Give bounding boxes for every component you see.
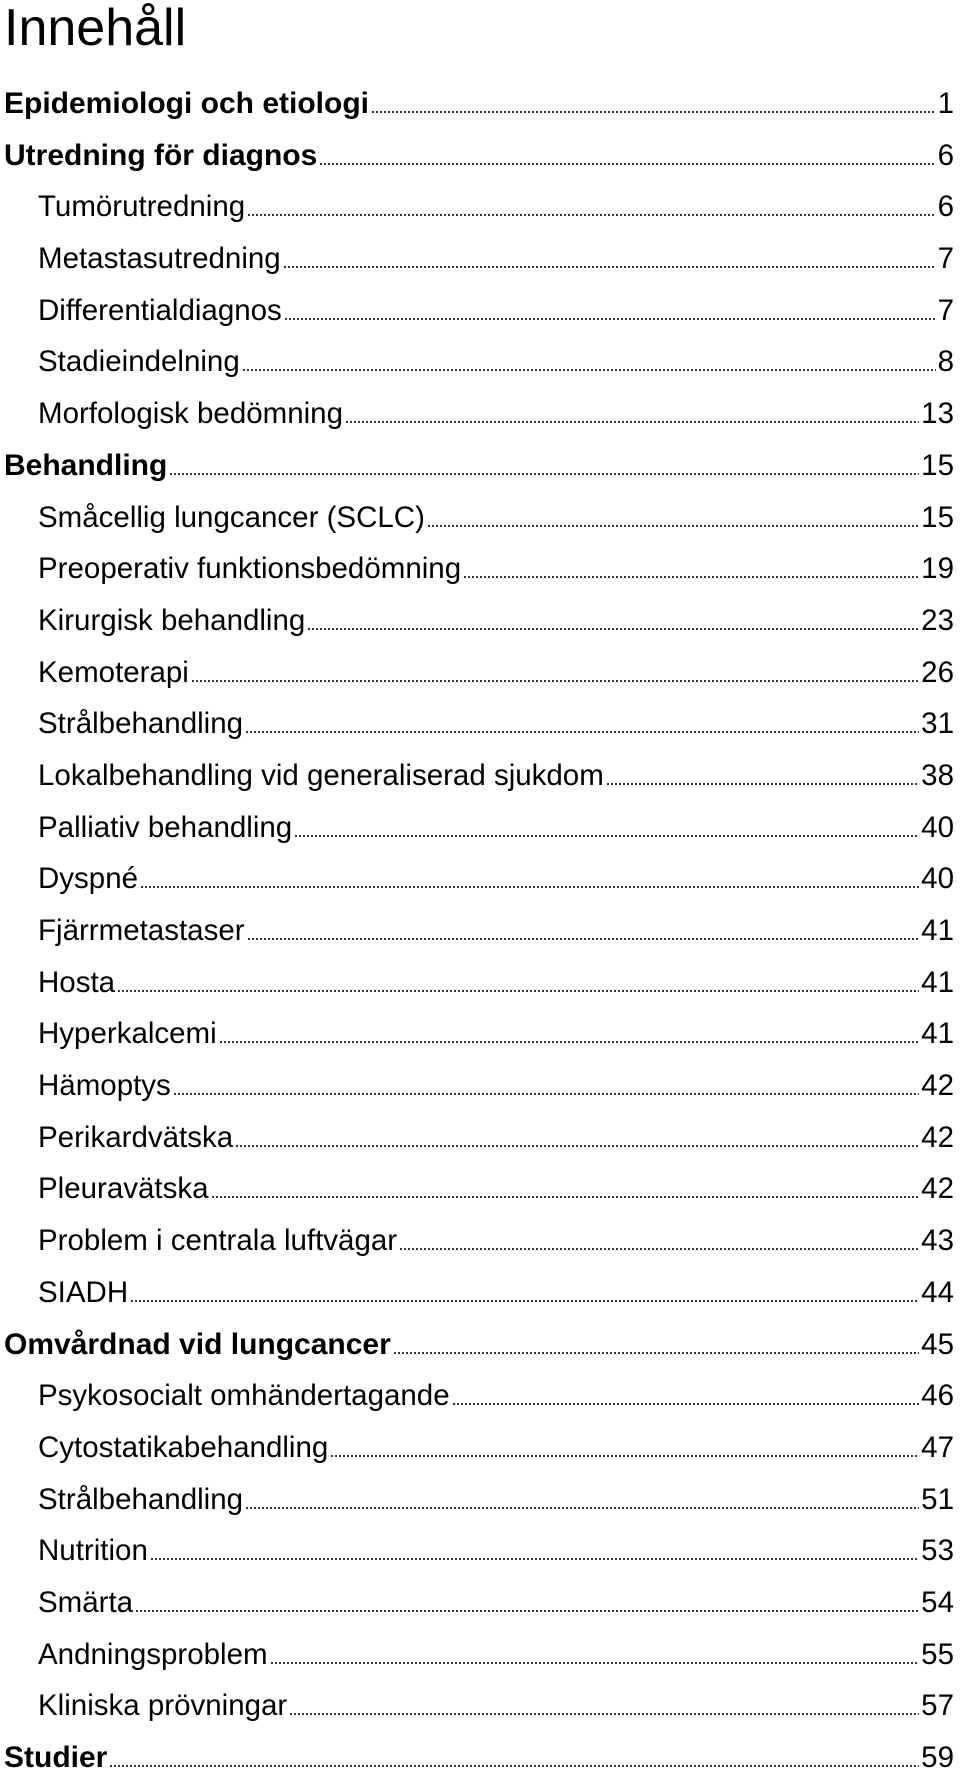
toc-entry-page-number: 23: [921, 603, 954, 637]
toc-entry-page-number: 15: [921, 448, 954, 482]
dot-leader: [283, 266, 936, 268]
dot-leader: [427, 525, 919, 527]
toc-entry-page-number: 7: [937, 293, 954, 327]
dot-leader: [247, 214, 935, 216]
dot-leader: [289, 1713, 919, 1715]
toc-entry[interactable]: [0, 802, 960, 854]
dot-leader: [371, 111, 936, 113]
toc-entry-page-number: 40: [921, 810, 954, 844]
toc-entry-page-number: 41: [921, 965, 954, 999]
dot-leader: [135, 1610, 919, 1612]
toc-entry[interactable]: [0, 233, 960, 285]
toc-entry-label: Nutrition: [38, 1534, 148, 1568]
toc-entry-label: Strålbehandling: [38, 1482, 244, 1516]
toc-entry[interactable]: [0, 1060, 960, 1112]
dot-leader: [235, 1145, 919, 1147]
toc-entry[interactable]: [0, 1319, 960, 1371]
toc-entry-page-number: 51: [921, 1482, 954, 1516]
toc-entry-page-number: 42: [921, 1172, 954, 1206]
dot-leader: [463, 576, 919, 578]
dot-leader: [242, 369, 936, 371]
toc-entry[interactable]: [0, 698, 960, 750]
toc-entry-label: Omvårdnad vid lungcancer: [4, 1327, 391, 1361]
toc-entry-page-number: 15: [921, 500, 954, 534]
dot-leader: [284, 318, 936, 320]
dot-leader: [270, 1662, 920, 1664]
toc-entry-label: Palliativ behandling: [38, 810, 293, 844]
dot-leader: [399, 1248, 919, 1250]
toc-entry-label: Morfologisk bedömning: [38, 397, 343, 431]
dot-leader: [307, 628, 919, 630]
dot-leader: [606, 783, 919, 785]
toc-entry-page-number: 41: [921, 914, 954, 947]
toc-entry-label: Pleuravätska: [38, 1172, 209, 1206]
toc-entry-page-number: 57: [921, 1689, 954, 1723]
toc-entry-label: Problem i centrala luftvägar: [38, 1224, 398, 1258]
toc-entry-page-number: 40: [921, 862, 954, 896]
toc-entry[interactable]: [0, 595, 960, 647]
toc-entry-page-number: 47: [921, 1430, 954, 1464]
toc-entry-page-number: 59: [921, 1741, 954, 1774]
dot-leader: [247, 938, 920, 940]
toc-entry-page-number: 19: [921, 552, 954, 586]
page-title: Innehåll: [4, 0, 187, 57]
toc-entry-label: Psykosocialt omhändertagande: [38, 1379, 450, 1413]
toc-entry-page-number: 1: [937, 87, 954, 120]
toc-entry-label: Hosta: [38, 965, 116, 999]
dot-leader: [245, 731, 919, 733]
dot-leader: [345, 421, 919, 423]
dot-leader: [219, 1041, 919, 1043]
toc-entry-label: Cytostatikabehandling: [38, 1430, 329, 1464]
toc-entry[interactable]: [0, 1732, 960, 1784]
toc-entry[interactable]: [0, 336, 960, 388]
toc-entry[interactable]: [0, 130, 960, 182]
toc-entry[interactable]: [0, 1680, 960, 1732]
toc-entry-page-number: 7: [937, 242, 954, 276]
toc-entry-label: Perikardvätska: [38, 1120, 234, 1154]
dot-leader: [294, 835, 919, 837]
table-of-contents: [0, 78, 960, 1784]
toc-entry-label: Kirurgisk behandling: [38, 603, 306, 637]
toc-entry-label: Behandling: [4, 448, 168, 482]
toc-entry[interactable]: [0, 1629, 960, 1681]
toc-entry[interactable]: [0, 1422, 960, 1474]
toc-entry-label: Epidemiologi och etiologi: [4, 87, 369, 120]
dot-leader: [452, 1403, 920, 1405]
toc-entry[interactable]: [0, 1163, 960, 1215]
toc-entry-page-number: 55: [921, 1637, 954, 1671]
toc-entry[interactable]: [0, 750, 960, 802]
toc-entry-label: Kemoterapi: [38, 655, 189, 689]
toc-entry-label: Småcellig lungcancer (SCLC): [38, 500, 425, 534]
toc-entry-page-number: 38: [921, 758, 954, 792]
toc-entry-label: Fjärrmetastaser: [38, 914, 245, 947]
toc-entry[interactable]: [0, 853, 960, 905]
toc-entry-page-number: 42: [921, 1069, 954, 1103]
toc-entry-label: Differentialdiagnos: [38, 293, 282, 327]
dot-leader: [173, 1093, 919, 1095]
toc-entry-label: Studier: [4, 1741, 108, 1774]
toc-entry[interactable]: [0, 1370, 960, 1422]
toc-entry-label: Lokalbehandling vid generaliserad sjukdom: [38, 758, 604, 792]
dot-leader: [140, 886, 919, 888]
toc-entry-label: Strålbehandling: [38, 707, 244, 741]
toc-entry[interactable]: [0, 1577, 960, 1629]
toc-entry-label: Stadieindelning: [38, 345, 240, 379]
toc-entry[interactable]: [0, 905, 960, 957]
toc-entry[interactable]: [0, 492, 960, 544]
toc-entry-page-number: 53: [921, 1534, 954, 1568]
toc-entry-page-number: 46: [921, 1379, 954, 1413]
toc-entry[interactable]: [0, 1525, 960, 1577]
dot-leader: [330, 1455, 919, 1457]
toc-entry[interactable]: [0, 957, 960, 1009]
toc-entry-label: Smärta: [38, 1585, 134, 1619]
toc-entry[interactable]: [0, 1267, 960, 1319]
toc-entry-label: Hyperkalcemi: [38, 1017, 217, 1051]
toc-entry-page-number: 13: [921, 397, 954, 431]
dot-leader: [211, 1196, 920, 1198]
toc-entry[interactable]: [0, 285, 960, 337]
toc-entry-page-number: 42: [921, 1120, 954, 1154]
toc-entry[interactable]: [0, 1008, 960, 1060]
toc-entry-page-number: 41: [921, 1017, 954, 1051]
toc-entry-page-number: 26: [921, 655, 954, 689]
toc-entry-page-number: 31: [921, 707, 954, 741]
dot-leader: [109, 1765, 919, 1767]
toc-entry-label: Preoperativ funktionsbedömning: [38, 552, 462, 586]
toc-entry-page-number: 43: [921, 1224, 954, 1258]
toc-entry-page-number: 6: [937, 190, 954, 224]
toc-entry[interactable]: [0, 388, 960, 440]
toc-entry-label: Andningsproblem: [38, 1637, 268, 1671]
toc-entry-label: Hämoptys: [38, 1069, 171, 1103]
toc-entry-label: Utredning för diagnos: [4, 138, 318, 172]
toc-entry-label: Tumörutredning: [38, 190, 246, 224]
toc-entry[interactable]: [0, 181, 960, 233]
dot-leader: [169, 473, 919, 475]
dot-leader: [245, 1507, 919, 1509]
toc-entry[interactable]: [0, 1474, 960, 1526]
dot-leader: [191, 680, 919, 682]
dot-leader: [130, 1300, 919, 1302]
toc-entry-page-number: 44: [921, 1275, 954, 1309]
toc-entry[interactable]: [0, 647, 960, 699]
toc-entry[interactable]: [0, 1215, 960, 1267]
toc-entry-page-number: 8: [937, 345, 954, 379]
toc-entry-label: SIADH: [38, 1275, 129, 1309]
dot-leader: [117, 990, 919, 992]
toc-entry-page-number: 6: [937, 138, 954, 172]
toc-entry-page-number: 54: [921, 1585, 954, 1619]
toc-entry-label: Kliniska prövningar: [38, 1689, 288, 1723]
toc-entry-page-number: 45: [921, 1327, 954, 1361]
toc-entry[interactable]: [0, 440, 960, 492]
dot-leader: [319, 163, 935, 165]
toc-entry-label: Dyspné: [38, 862, 139, 896]
toc-entry-label: Metastasutredning: [38, 242, 281, 276]
toc-entry[interactable]: [0, 1112, 960, 1164]
toc-entry[interactable]: [0, 78, 960, 130]
dot-leader: [393, 1352, 919, 1354]
dot-leader: [150, 1558, 919, 1560]
toc-entry[interactable]: [0, 543, 960, 595]
